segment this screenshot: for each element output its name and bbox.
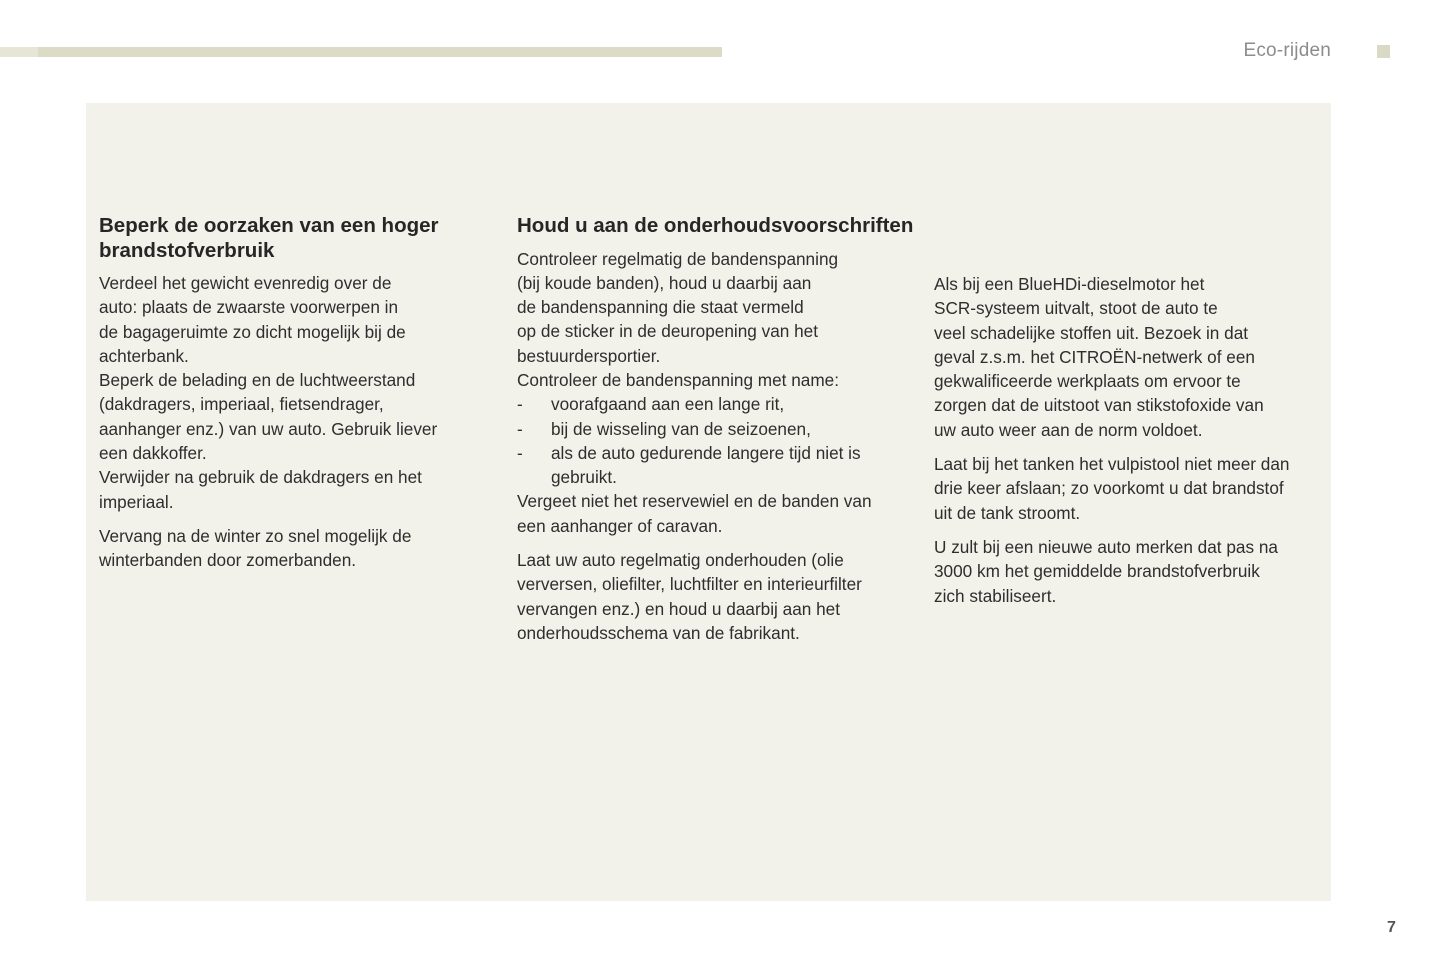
text-line: Controleer regelmatig de bandenspanning [517, 248, 839, 269]
text-line: zorgen dat de uitstoot van stikstofoxide van [934, 395, 1264, 416]
column-maintenance [517, 214, 915, 645]
text-line: Verwijder na gebruik de dakdragers en het [99, 467, 422, 488]
text-line: U zult bij een nieuwe auto merken dat pas na [934, 536, 1278, 557]
text-line: Vergeet niet het reservewiel en de banden van [517, 491, 872, 512]
text-line: Vervang na de winter zo snel mogelijk de [99, 525, 412, 546]
text-line: Laat uw auto regelmatig onderhouden (olie [517, 550, 844, 571]
paragraph-new-car-consumption [934, 535, 1330, 608]
text-line: (dakdragers, imperiaal, fietsendrager, [99, 394, 384, 415]
list-item: - als de auto gedurende langere tijd niet is gebruikt. [517, 442, 861, 488]
text-line: gekwalificeerde werkplaats om ervoor te [934, 371, 1241, 392]
text-line: Verdeel het gewicht evenredig over de [99, 273, 392, 293]
list-dash: - [517, 418, 523, 439]
paragraph-tyre-pressure [517, 247, 915, 539]
text-line: een dakkoffer. [99, 443, 207, 464]
text-line: drie keer afslaan; zo voorkomt u dat brandstof [934, 478, 1284, 499]
text-line: (bij koude banden), houd u daarbij aan [517, 272, 812, 293]
paragraph-weight-load [99, 271, 491, 514]
paragraph-service-schedule [517, 548, 915, 645]
column-emissions [934, 272, 1330, 608]
text-line: Beperk de belading en de luchtweerstand [99, 370, 416, 391]
text-line: bestuurdersportier. [517, 345, 661, 366]
list-item: - bij de wisseling van de seizoenen, [517, 417, 915, 441]
text-line: 3000 km het gemiddelde brandstofverbruik [934, 561, 1260, 582]
text-line: een aanhanger of caravan. [517, 515, 723, 536]
text-line: veel schadelijke stoffen uit. Bezoek in dat [934, 322, 1249, 343]
section-marker-square [1377, 45, 1390, 58]
list-dash: - [517, 442, 523, 463]
paragraph-scr-system [934, 272, 1330, 442]
text-line: de bandenspanning die staat vermeld [517, 297, 804, 318]
text-line: auto: plaats de zwaarste voorwerpen in [99, 297, 399, 318]
text-line: imperiaal. [99, 491, 174, 512]
paragraph-refuelling [934, 452, 1330, 525]
page-number: 7 [1387, 919, 1396, 936]
text-line: aanhanger enz.) van uw auto. Gebruik liever [99, 418, 438, 439]
paragraph-winter-tyres [99, 524, 491, 573]
text-line: vervangen enz.) en houd u daarbij aan het [517, 598, 840, 619]
header-accent-bar-edge [0, 47, 38, 57]
text-line: SCR-systeem uitvalt, stoot de auto te [934, 298, 1218, 319]
text-line: winterbanden door zomerbanden. [99, 550, 357, 571]
text-line: Controleer de bandenspanning met name: [517, 369, 840, 390]
heading-fuel-consumption: Beperk de oorzaken van een hoger brandstofverbruik [99, 214, 439, 262]
list-dash: - [517, 394, 523, 415]
tyre-check-list [517, 392, 915, 489]
text-line: zich stabiliseert. [934, 585, 1057, 606]
text-line: geval z.s.m. het CITROËN-netwerk of een [934, 346, 1255, 367]
text-line: achterbank. [99, 345, 189, 366]
list-item: - voorafgaand aan een lange rit, [517, 392, 915, 416]
text-line: onderhoudsschema van de fabrikant. [517, 622, 800, 643]
section-title: Eco-rijden [1243, 40, 1331, 61]
text-line: de bagageruimte zo dicht mogelijk bij de [99, 321, 406, 342]
text-line: Als bij een BlueHDi-dieselmotor het [934, 274, 1205, 294]
header-accent-bar [0, 47, 722, 57]
heading-maintenance: Houd u aan de onderhoudsvoorschriften [517, 214, 914, 237]
text-line: Laat bij het tanken het vulpistool niet meer dan [934, 454, 1290, 475]
text-line: uit de tank stroomt. [934, 502, 1081, 523]
column-fuel-consumption [99, 214, 491, 573]
text-line: verversen, oliefilter, luchtfilter en interieurfilter [517, 574, 862, 595]
text-line: op de sticker in de deuropening van het [517, 321, 818, 342]
text-line: uw auto weer aan de norm voldoet. [934, 419, 1203, 440]
